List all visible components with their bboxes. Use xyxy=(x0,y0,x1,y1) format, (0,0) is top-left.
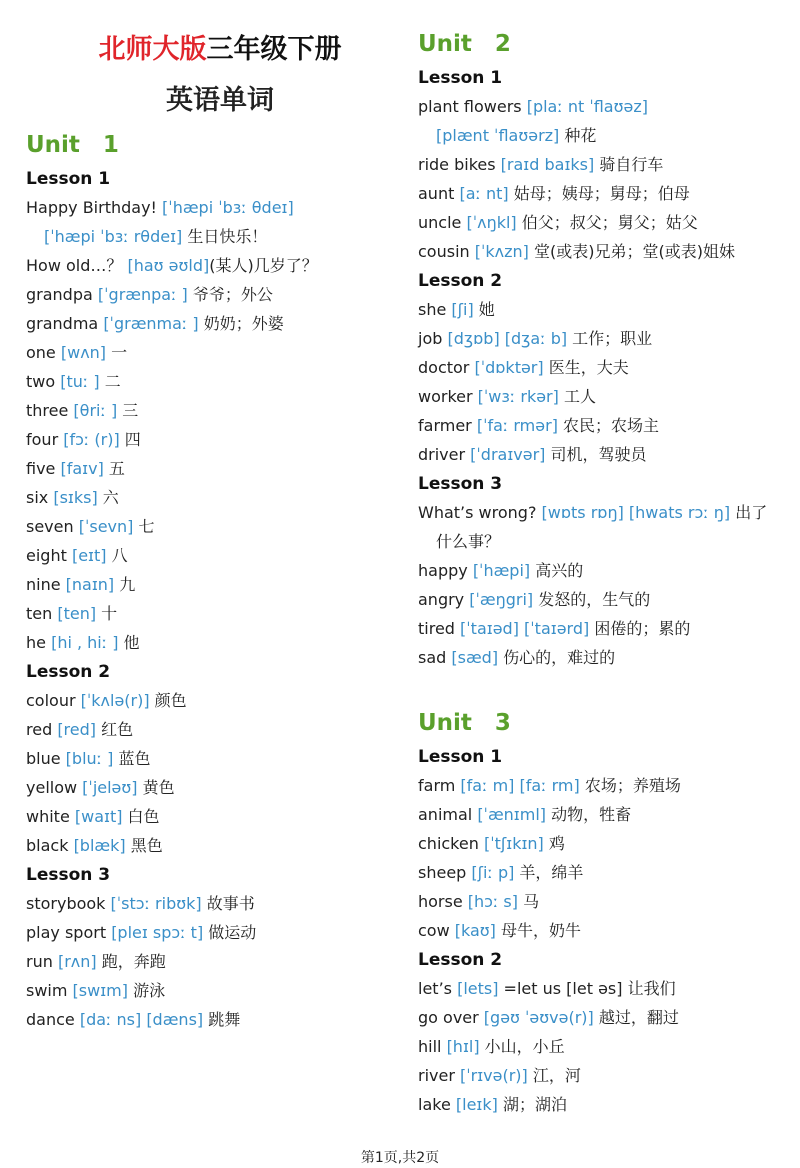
vocab-word: What’s wrong? xyxy=(418,503,542,522)
vocab-word: let’s xyxy=(418,979,458,998)
vocab-entry xyxy=(418,385,596,409)
vocab-entry xyxy=(418,327,652,351)
vocab-entry xyxy=(418,646,615,670)
vocab-entry xyxy=(418,977,676,1001)
vocab-phonetic: [ˈwɜː rkər] xyxy=(477,387,559,406)
lesson-heading: Lesson 1 xyxy=(418,68,503,88)
vocab-meaning: 发怒的，生气的 xyxy=(533,590,651,609)
vocab-phonetic: [ˈæŋgri] xyxy=(469,590,534,609)
vocab-phonetic: [pleɪ spɔː t] xyxy=(111,923,204,942)
vocab-entry xyxy=(418,803,631,827)
vocab-entry xyxy=(26,718,133,742)
vocab-entry xyxy=(418,1006,679,1030)
vocab-word: yellow xyxy=(26,778,83,797)
vocab-meaning: 农场；养殖场 xyxy=(579,776,681,795)
vocab-entry xyxy=(26,631,140,655)
vocab-phonetic: [eɪt] xyxy=(71,546,107,565)
vocab-phonetic: [ˈgrænpaː ] xyxy=(97,285,188,304)
page-footer: 第1页,共2页 xyxy=(360,1150,440,1166)
vocab-entry xyxy=(26,283,273,307)
vocab-entry xyxy=(418,617,690,641)
vocab-word: happy xyxy=(418,561,473,580)
vocab-word: red xyxy=(26,720,58,739)
vocab-entry xyxy=(418,501,767,525)
vocab-word: How old…？ xyxy=(26,256,128,275)
vocab-phonetic: [ˈjeləʊ] xyxy=(82,778,138,797)
vocab-meaning: 江，河 xyxy=(527,1066,581,1085)
vocab-phonetic: [ˈsevn] xyxy=(78,517,134,536)
vocab-meaning: 伯父；叔父；舅父；姑父 xyxy=(516,213,698,232)
vocab-phonetic: [plaː nt ˈflaʊəz] xyxy=(526,97,648,116)
vocab-meaning: 白色 xyxy=(122,807,160,826)
vocab-phonetic: [ˈstɔː ribʊk] xyxy=(110,894,202,913)
vocab-phonetic: [aː nt] xyxy=(459,184,509,203)
vocab-meaning: 什么事？ xyxy=(436,532,501,551)
vocab-entry xyxy=(26,399,138,423)
vocab-entry xyxy=(418,356,629,380)
vocab-word: cow xyxy=(418,921,455,940)
vocab-phonetic: [naɪn] xyxy=(65,575,115,594)
vocab-meaning: 农民；农场主 xyxy=(557,416,660,435)
vocab-entry xyxy=(418,95,648,119)
vocab-phonetic: [ˈkʌlə(r)] xyxy=(80,691,150,710)
vocab-meaning: 堂(或表)兄弟；堂(或表)姐妹 xyxy=(528,242,735,261)
vocab-entry xyxy=(26,950,166,974)
vocab-entry xyxy=(418,240,735,264)
vocab-meaning: 三 xyxy=(117,401,139,420)
vocab-meaning: 生日快乐！ xyxy=(182,227,268,246)
vocab-phonetic: [hɔː s] xyxy=(467,892,519,911)
vocab-meaning: 骑自行车 xyxy=(594,155,664,174)
vocab-entry xyxy=(418,298,495,322)
vocab-phonetic: [faː m] [faː rm] xyxy=(460,776,580,795)
vocab-word: colour xyxy=(26,691,81,710)
vocab-meaning: 跑，奔跑 xyxy=(96,952,166,971)
vocab-entry xyxy=(418,919,581,943)
vocab-word: sheep xyxy=(418,863,472,882)
vocab-word: uncle xyxy=(418,213,467,232)
vocab-entry xyxy=(26,602,117,626)
vocab-meaning: 母牛，奶牛 xyxy=(495,921,582,940)
vocab-entry xyxy=(418,211,698,235)
vocab-meaning: 黑色 xyxy=(125,836,163,855)
vocab-phonetic: [waɪt] xyxy=(74,807,123,826)
vocab-meaning: 种花 xyxy=(559,126,597,145)
vocab-phonetic: [wʌn] xyxy=(60,343,107,362)
vocab-entry xyxy=(26,370,121,394)
vocab-meaning: 工人 xyxy=(558,387,596,406)
vocab-phonetic: [rʌn] xyxy=(57,952,97,971)
vocab-meaning: 一 xyxy=(106,343,128,362)
vocab-phonetic: [ˈhæpi ˈbɜː rθdeɪ] xyxy=(44,227,183,246)
vocab-entry xyxy=(26,1008,240,1032)
vocab-meaning: 跳舞 xyxy=(203,1010,241,1029)
vocab-word: animal xyxy=(418,805,478,824)
vocab-phonetic: [sɪks] xyxy=(53,488,98,507)
vocab-entry xyxy=(418,1035,565,1059)
vocab-meaning: 医生，大夫 xyxy=(543,358,629,377)
vocab-phonetic: [swɪm] xyxy=(72,981,128,1000)
vocab-word: play sport xyxy=(26,923,112,942)
vocab-phonetic: [ˈfaː rmər] xyxy=(476,416,558,435)
vocab-entry xyxy=(418,153,663,177)
unit-heading: Unit 2 xyxy=(418,31,511,57)
vocab-entry xyxy=(26,196,294,220)
vocab-word: job xyxy=(418,329,448,348)
vocab-phonetic: [ˈænɪml] xyxy=(477,805,547,824)
vocab-word: she xyxy=(418,300,452,319)
vocab-meaning: 八 xyxy=(106,546,128,565)
vocab-word: river xyxy=(418,1066,460,1085)
vocab-word: white xyxy=(26,807,75,826)
vocab-phonetic: [leɪk] xyxy=(455,1095,498,1114)
vocab-phonetic: [wɒts rɒŋ] [hwats rɔː ŋ] xyxy=(541,503,731,522)
vocab-meaning: 司机，驾驶员 xyxy=(545,445,647,464)
vocab-word: nine xyxy=(26,575,66,594)
vocab-phonetic: [gəʊ ˈəʊvə(r)] xyxy=(483,1008,594,1027)
vocab-entry xyxy=(436,530,500,554)
vocab-phonetic: [ˈhæpi] xyxy=(472,561,531,580)
lesson-heading: Lesson 1 xyxy=(418,747,503,767)
vocab-entry xyxy=(26,312,284,336)
lesson-heading: Lesson 3 xyxy=(418,474,503,494)
vocab-word: worker xyxy=(418,387,478,406)
vocab-word: hill xyxy=(418,1037,447,1056)
vocab-phonetic: [ˈgrænmaː ] xyxy=(103,314,199,333)
vocab-meaning: 动物，牲畜 xyxy=(546,805,632,824)
vocab-entry xyxy=(26,892,255,916)
vocab-meaning: (某人)几岁了？ xyxy=(209,256,318,275)
vocab-entry xyxy=(26,805,160,829)
vocab-meaning: 二 xyxy=(99,372,121,391)
vocab-meaning: 马 xyxy=(518,892,540,911)
vocab-word: farmer xyxy=(418,416,477,435)
vocab-word: four xyxy=(26,430,64,449)
vocab-meaning: 六 xyxy=(97,488,119,507)
vocab-entry xyxy=(418,832,565,856)
vocab-entry xyxy=(418,861,583,885)
vocab-word: five xyxy=(26,459,61,478)
vocab-phonetic: [daː ns] [dæns] xyxy=(79,1010,204,1029)
vocab-phonetic: [ˈtaɪəd] [ˈtaɪərd] xyxy=(460,619,590,638)
vocab-word: two xyxy=(26,372,61,391)
vocab-entry xyxy=(418,890,539,914)
vocab-meaning: 出了 xyxy=(730,503,768,522)
vocab-phonetic: [ˈrɪvə(r)] xyxy=(460,1066,528,1085)
vocab-entry xyxy=(26,515,154,539)
vocab-meaning: =let us [let əs] 让我们 xyxy=(498,979,676,998)
vocab-entry xyxy=(418,1064,581,1088)
vocab-word: horse xyxy=(418,892,468,911)
vocab-phonetic: [bluː ] xyxy=(65,749,114,768)
vocab-entry xyxy=(418,588,650,612)
vocab-entry xyxy=(26,776,175,800)
vocab-phonetic: [raɪd baɪks] xyxy=(500,155,595,174)
vocab-meaning: 蓝色 xyxy=(113,749,151,768)
vocab-meaning: 湖；湖泊 xyxy=(497,1095,567,1114)
vocab-meaning: 她 xyxy=(473,300,495,319)
vocab-entry xyxy=(26,834,163,858)
vocab-word: plant flowers xyxy=(418,97,527,116)
unit-heading: Unit 1 xyxy=(26,132,119,158)
vocab-entry xyxy=(26,457,125,481)
vocab-entry xyxy=(26,921,256,945)
vocab-phonetic: [ten] xyxy=(57,604,97,623)
vocab-phonetic: [sæd] xyxy=(451,648,499,667)
vocab-entry xyxy=(44,225,267,249)
vocab-word: driver xyxy=(418,445,471,464)
vocab-entry xyxy=(418,1093,567,1117)
lesson-heading: Lesson 3 xyxy=(26,865,111,885)
vocab-word: grandma xyxy=(26,314,104,333)
vocab-meaning: 姑母；姨母；舅母；伯母 xyxy=(508,184,690,203)
lesson-heading: Lesson 1 xyxy=(26,169,111,189)
vocab-word: angry xyxy=(418,590,470,609)
vocab-entry xyxy=(26,747,150,771)
vocab-meaning: 奶奶；外婆 xyxy=(198,314,284,333)
vocab-phonetic: [faɪv] xyxy=(60,459,104,478)
vocab-word: dance xyxy=(26,1010,80,1029)
vocab-meaning: 工作；职业 xyxy=(567,329,653,348)
vocab-word: chicken xyxy=(418,834,484,853)
vocab-word: blue xyxy=(26,749,66,768)
vocab-meaning: 红色 xyxy=(96,720,134,739)
vocab-entry xyxy=(418,182,690,206)
vocab-phonetic: [tuː ] xyxy=(60,372,100,391)
vocab-word: cousin xyxy=(418,242,475,261)
vocab-phonetic: [dʒɒb] [dʒaː b] xyxy=(447,329,568,348)
vocab-word: ride bikes xyxy=(418,155,501,174)
unit-heading: Unit 3 xyxy=(418,710,511,736)
vocab-entry xyxy=(26,573,135,597)
vocab-entry xyxy=(418,414,659,438)
vocab-phonetic: [blæk] xyxy=(73,836,126,855)
vocab-entry xyxy=(418,774,681,798)
vocab-entry xyxy=(26,544,128,568)
vocab-meaning: 小山，小丘 xyxy=(479,1037,565,1056)
vocab-entry xyxy=(26,979,165,1003)
vocab-meaning: 做运动 xyxy=(203,923,257,942)
vocab-phonetic: [hi , hiː ] xyxy=(51,633,119,652)
vocab-phonetic: [plænt ˈflaʊərz] xyxy=(436,126,560,145)
lesson-heading: Lesson 2 xyxy=(418,271,503,291)
vocab-meaning: 五 xyxy=(103,459,125,478)
vocab-word: storybook xyxy=(26,894,111,913)
vocab-phonetic: [ˈʌŋkl] xyxy=(466,213,517,232)
document-title xyxy=(70,33,370,67)
vocab-phonetic: [red] xyxy=(57,720,97,739)
title-publisher: 北师大版 xyxy=(98,34,207,65)
vocab-phonetic: [haʊ əʊld] xyxy=(127,256,210,275)
vocab-word: three xyxy=(26,401,74,420)
vocab-meaning: 黄色 xyxy=(137,778,175,797)
vocab-phonetic: [hɪl] xyxy=(446,1037,480,1056)
vocab-word: six xyxy=(26,488,54,507)
vocab-phonetic: [lets] xyxy=(457,979,499,998)
vocab-meaning: 七 xyxy=(133,517,155,536)
vocab-word: one xyxy=(26,343,61,362)
vocab-word: sad xyxy=(418,648,452,667)
vocab-entry xyxy=(418,559,583,583)
vocab-word: tired xyxy=(418,619,461,638)
vocab-entry xyxy=(26,486,119,510)
vocab-phonetic: [ˈkʌzn] xyxy=(474,242,529,261)
vocab-word: swim xyxy=(26,981,73,1000)
vocab-meaning: 困倦的；累的 xyxy=(589,619,691,638)
vocab-word: farm xyxy=(418,776,461,795)
vocab-word: aunt xyxy=(418,184,460,203)
vocab-entry xyxy=(26,254,318,278)
vocab-meaning: 颜色 xyxy=(149,691,187,710)
lesson-heading: Lesson 2 xyxy=(418,950,503,970)
vocab-phonetic: [ˈdɒktər] xyxy=(474,358,544,377)
vocab-meaning: 游泳 xyxy=(127,981,166,1000)
vocab-word: ten xyxy=(26,604,58,623)
vocab-phonetic: [kaʊ] xyxy=(454,921,496,940)
vocab-entry xyxy=(26,689,187,713)
vocab-phonetic: [ʃiː p] xyxy=(471,863,515,882)
vocab-phonetic: [θriː ] xyxy=(73,401,118,420)
vocab-meaning: 十 xyxy=(96,604,118,623)
vocab-word: run xyxy=(26,952,58,971)
vocab-meaning: 高兴的 xyxy=(530,561,584,580)
vocab-phonetic: [ˈtʃɪkɪn] xyxy=(483,834,544,853)
vocab-meaning: 九 xyxy=(114,575,136,594)
document-subtitle: 英语单词 xyxy=(166,85,274,116)
vocab-meaning: 四 xyxy=(119,430,141,449)
vocab-word: he xyxy=(26,633,52,652)
title-grade: 三年级下册 xyxy=(206,34,342,65)
vocab-entry xyxy=(26,341,127,365)
vocab-word: lake xyxy=(418,1095,456,1114)
vocab-phonetic: [ˈdraɪvər] xyxy=(470,445,546,464)
vocab-word: doctor xyxy=(418,358,475,377)
vocab-word: seven xyxy=(26,517,79,536)
vocab-entry xyxy=(436,124,596,148)
vocab-meaning: 他 xyxy=(118,633,140,652)
vocab-word: eight xyxy=(26,546,72,565)
vocab-entry xyxy=(418,443,647,467)
vocab-word: go over xyxy=(418,1008,484,1027)
vocab-word: Happy Birthday! xyxy=(26,198,163,217)
lesson-heading: Lesson 2 xyxy=(26,662,111,682)
vocab-word: black xyxy=(26,836,74,855)
vocab-word: grandpa xyxy=(26,285,98,304)
vocab-meaning: 羊，绵羊 xyxy=(514,863,584,882)
vocab-meaning: 爷爷；外公 xyxy=(187,285,273,304)
vocab-meaning: 鸡 xyxy=(543,834,565,853)
vocab-meaning: 故事书 xyxy=(201,894,255,913)
vocab-meaning: 伤心的，难过的 xyxy=(498,648,616,667)
vocab-phonetic: [fɔː (r)] xyxy=(63,430,120,449)
vocab-meaning: 越过，翻过 xyxy=(593,1008,679,1027)
vocab-phonetic: [ʃi] xyxy=(451,300,474,319)
vocab-entry xyxy=(26,428,141,452)
vocab-phonetic: [ˈhæpi ˈbɜː θdeɪ] xyxy=(162,198,294,217)
